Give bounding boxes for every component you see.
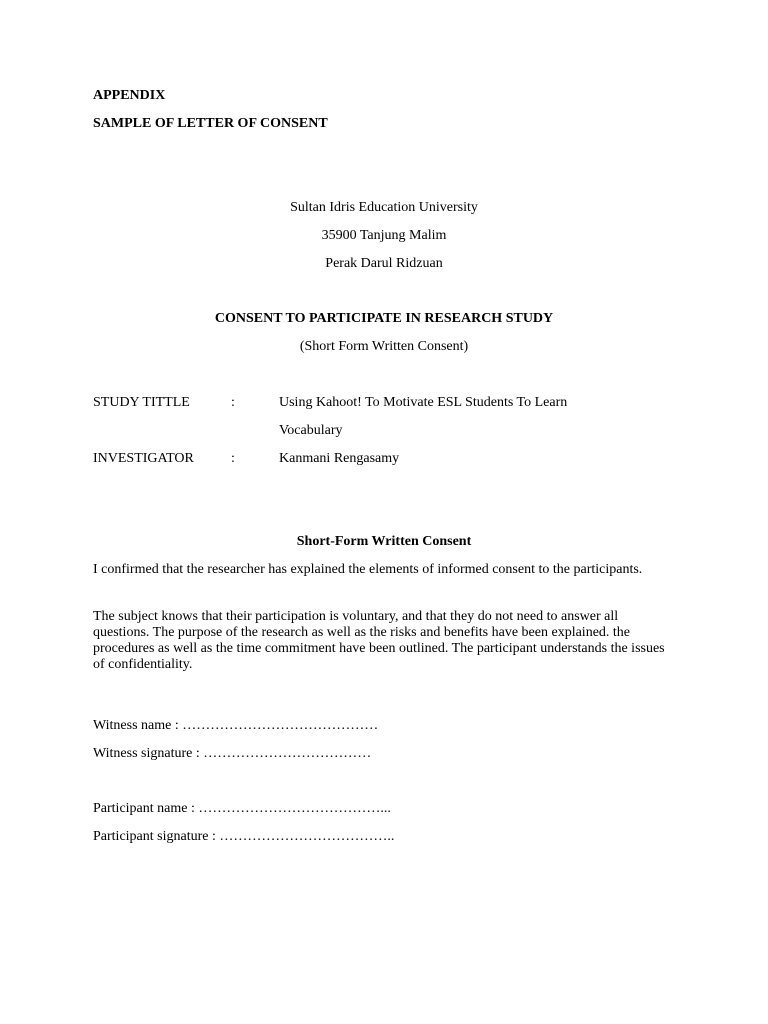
short-form-heading: Short-Form Written Consent: [296, 534, 472, 549]
consent-paragraph-2: The subject knows that their participation is voluntary, and that they do not need to answer all questions. The purpose of the research as well as the risks and benefits have been explained. the procedures as well as the time commitment have been outlined. The participant understands the issues of confidentiality.: [93, 609, 665, 672]
study-title-colon: :: [231, 395, 235, 410]
appendix-title: APPENDIX: [93, 88, 166, 103]
study-title-value-line-1: Using Kahoot! To Motivate ESL Students To Learn: [279, 395, 568, 410]
participant-signature-field: Participant signature : ………………………………..: [93, 829, 395, 844]
investigator-value: Kanmani Rengasamy: [279, 451, 400, 466]
address-line-2: 35900 Tanjung Malim: [321, 228, 447, 243]
witness-name-field: Witness name : ……………………………………: [93, 718, 379, 733]
study-title-continuation-row: [93, 422, 693, 440]
investigator-colon: :: [231, 451, 235, 466]
witness-signature-field: Witness signature : ………………………………: [93, 746, 372, 761]
address-line-1: Sultan Idris Education University: [290, 200, 478, 215]
consent-subtitle: (Short Form Written Consent): [299, 339, 469, 354]
study-title-value-line-2: Vocabulary: [279, 423, 343, 438]
investigator-row: [93, 450, 693, 468]
appendix-subtitle: SAMPLE OF LETTER OF CONSENT: [93, 116, 328, 131]
consent-paragraph-1: I confirmed that the researcher has explained the elements of informed consent to the participants.: [93, 562, 643, 577]
address-line-3: Perak Darul Ridzuan: [325, 256, 443, 271]
participant-name-field: Participant name : …………………………………...: [93, 801, 391, 816]
study-title-row: [93, 394, 693, 412]
consent-title: CONSENT TO PARTICIPATE IN RESEARCH STUDY: [214, 311, 554, 326]
study-title-label: STUDY TITTLE: [93, 395, 190, 410]
investigator-label: INVESTIGATOR: [93, 451, 194, 466]
